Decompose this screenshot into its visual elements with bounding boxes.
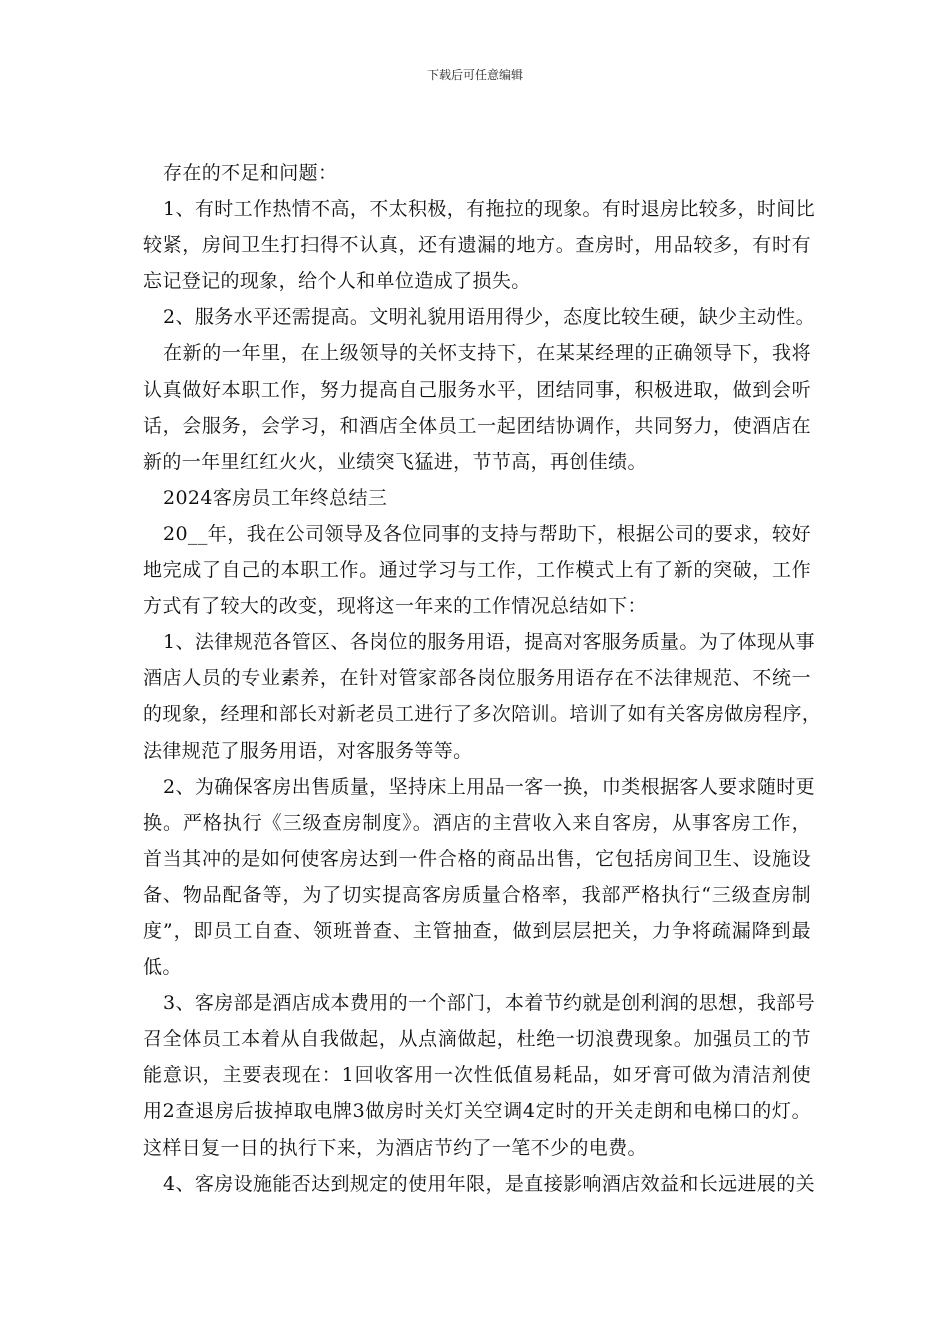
page-header-note: 下载后可任意编辑	[426, 68, 523, 82]
text-line: 的现象，经理和部长对新老员工进行了多次陪训。培训了如有关客房做房程序，	[143, 703, 822, 726]
text-line: 20__年，我在公司领导及各位同事的支持与帮助下，根据公司的要求，较好	[163, 522, 811, 545]
text-line: 较紧，房间卫生打扫得不认真，还有遗漏的地方。查房时，用品较多，有时有	[143, 234, 811, 257]
text-line: 话，会服务，会学习，和酒店全体员工一起团结协调作，共同努力，使酒店在	[143, 414, 811, 437]
text-line: 在新的一年里，在上级领导的关怀支持下，在某某经理的正确领导下，我将	[163, 342, 811, 365]
text-line: 新的一年里红红火火，业绩突飞猛进，节节高，再创佳绩。	[143, 450, 647, 473]
text-line: 首当其冲的是如何使客房达到一件合格的商品出售，它包括房间卫生、设施设	[143, 847, 811, 870]
text-line: 换。严格执行《三级查房制度》。酒店的主营收入来自客房，从事客房工作，	[143, 811, 811, 834]
text-line: 地完成了自己的本职工作。通过学习与工作，工作模式上有了新的突破，工作	[143, 559, 811, 582]
text-line: 忘记登记的现象，给个人和单位造成了损失。	[143, 270, 531, 293]
text-line: 能意识，主要表现在：1回收客用一次性低值易耗品，如牙膏可做为清洁剂使	[143, 1064, 811, 1087]
text-line: 认真做好本职工作，努力提高自己服务水平，团结同事，积极进取，做到会听	[143, 378, 811, 401]
text-line: 低。	[143, 956, 182, 979]
text-line: 2024客房员工年终总结三	[163, 486, 388, 509]
text-line: 方式有了较大的改变，现将这一年来的工作情况总结如下：	[143, 595, 647, 618]
text-line: 这样日复一日的执行下来，为酒店节约了一笔不少的电费。	[143, 1136, 647, 1159]
text-line: 3、客房部是酒店成本费用的一个部门，本着节约就是创利润的思想，我部号	[163, 992, 816, 1015]
text-line: 2、服务水平还需提高。文明礼貌用语用得少，态度比较生硬，缺少主动性。	[163, 306, 816, 329]
text-line: 法律规范了服务用语，对客服务等等。	[143, 739, 473, 762]
text-line: 1、有时工作热情不高，不太积极，有拖拉的现象。有时退房比较多，时间比	[163, 198, 816, 221]
body-text	[143, 155, 822, 1202]
text-line: 1、法律规范各管区、各岗位的服务用语，提高对客服务质量。为了体现从事	[163, 631, 816, 654]
text-line: 4、客房设施能否达到规定的使用年限，是直接影响酒店效益和长远进展的关	[163, 1172, 816, 1195]
text-line: 用2查退房后拔掉取电牌3做房时关灯关空调4定时的开关走朗和电梯口的灯。	[143, 1100, 811, 1123]
text-line: 召全体员工本着从自我做起，从点滴做起，杜绝一切浪费现象。加强员工的节	[143, 1028, 811, 1051]
text-line: 度”，即员工自查、领班普查、主管抽查，做到层层把关，力争将疏漏降到最	[143, 919, 811, 942]
text-line: 2、为确保客房出售质量，坚持床上用品一客一换，巾类根据客人要求随时更	[163, 775, 816, 798]
text-line: 备、物品配备等，为了切实提高客房质量合格率，我部严格执行“三级查房制	[143, 883, 811, 906]
text-line: 存在的不足和问题：	[163, 162, 338, 184]
text-line: 酒店人员的专业素养，在针对管家部各岗位服务用语存在不法律规范、不统一	[143, 667, 811, 690]
